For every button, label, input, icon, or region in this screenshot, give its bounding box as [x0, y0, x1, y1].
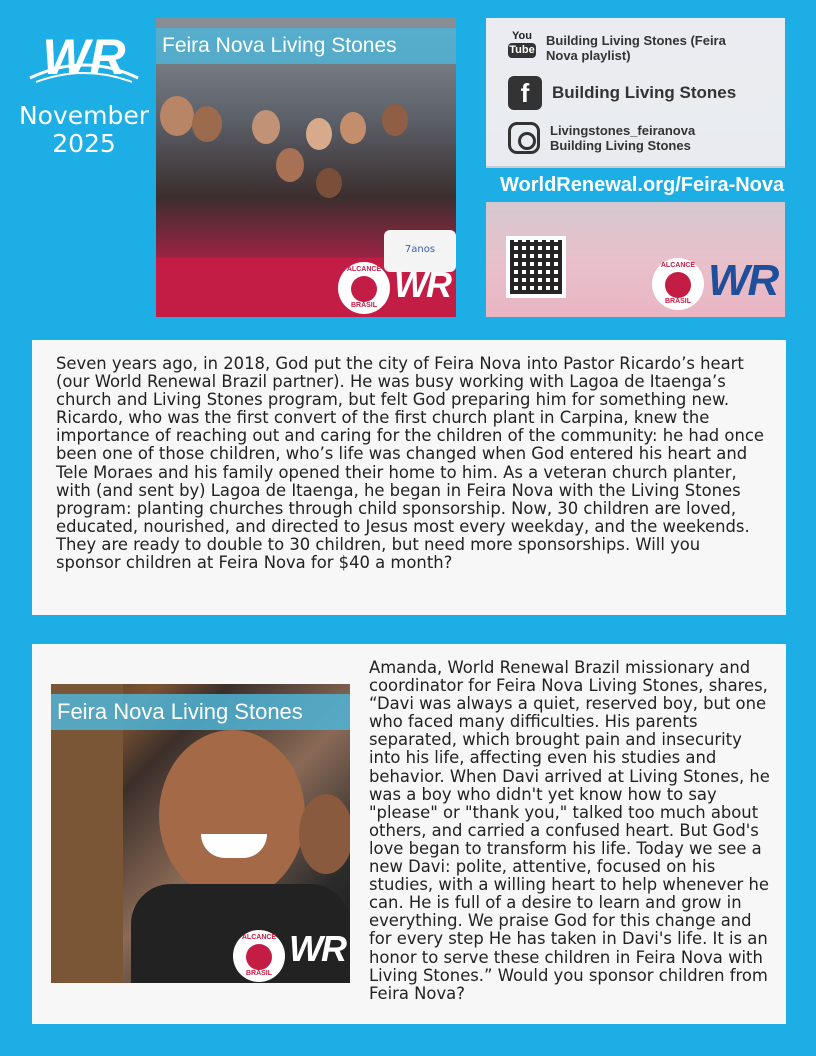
social-links-panel	[486, 18, 785, 166]
facebook-link[interactable]	[508, 76, 736, 110]
alcance-brasil-badge	[338, 262, 390, 314]
alcance-badge-top: ALCANCE	[660, 262, 696, 269]
instagram-link[interactable]	[508, 122, 720, 154]
story-ricardo-text: Seven years ago, in 2018, God put the city of Feira Nova into Pastor Ricardo’s heart (our World Renewal Brazil partner). He was busy working with Lagoa de Itaenga’s church and Living Stones program, but felt God preparing him for something new. Ricardo, who was the first convert of the first church plant in Carpina, knew the importance of reaching out and caring for the children of the community: he had once been one of those children, who’s life was changed when God entered his heart and Tele Moraes and his family opened their home to him. As a veteran church planter, with (and sent by) Lagoa de Itaenga, he began in Feira Nova with the Living Stones program: planting churches through child sponsorship. Now, 30 children are loved, educated, nourished, and directed to Jesus most every weekday, and the weekends. They are ready to double to 30 children, but need more sponsorships. Will you sponsor children at Feira Nova for $40 a month?	[56, 354, 764, 573]
alcance-brasil-badge	[652, 258, 704, 310]
alcance-badge-top: ALCANCE	[241, 934, 277, 941]
second-child	[299, 794, 350, 874]
youtube-icon	[508, 30, 536, 66]
davi-photo	[51, 684, 350, 983]
instagram-text: Livingstones_feiranova Building Living Stones	[550, 123, 696, 153]
alcance-emblem-icon	[351, 276, 377, 302]
newsletter-header	[14, 30, 154, 158]
wr-logo: WR	[708, 256, 778, 305]
photo-caption: Feira Nova Living Stones	[51, 694, 350, 730]
alcance-emblem-icon	[246, 944, 272, 970]
wr-logo: WR	[394, 264, 450, 305]
wr-logo: WR	[289, 928, 345, 969]
alcance-badge-top: ALCANCE	[346, 266, 382, 273]
youtube-icon-top: You	[512, 30, 532, 42]
alcance-badge-bottom: BRASIL	[350, 302, 378, 309]
world-renewal-logo	[26, 30, 142, 92]
story-panel-ricardo	[32, 340, 786, 615]
alcance-badge-bottom: BRASIL	[245, 970, 273, 977]
youtube-icon-bottom: Tube	[509, 44, 535, 56]
youtube-text: Building Living Stones (Feira Nova playlist)	[546, 33, 726, 63]
alcance-brasil-badge	[233, 930, 285, 982]
facebook-text: Building Living Stones	[552, 83, 737, 102]
boy-face	[159, 730, 305, 900]
facebook-icon: f	[508, 76, 542, 110]
group-photo	[156, 18, 456, 317]
story-davi-text: Amanda, World Renewal Brazil missionary and coordinator for Feira Nova Living Stones, shares, “Davi was always a quiet, reserved boy, but one who faced many difficulties. His parents separated, which brought pain and insecurity into his life, affecting even his studies and behavior. When Davi arrived at Living Stones, he was a boy who didn't yet know how to say "please" or "thank you," talked too much about others, and carried a confused heart. But God's love began to transform his life. Today we see a new Davi: polite, attentive, focused on his studies, with a willing heart to help whenever he can. He is full of a desire to learn and grow in everything. We praise God for this change and for every step He has taken in Davi's life. It is an honor to serve these children in Feira Nova with Living Stones.” Would you sponsor children from Feira Nova?	[369, 658, 770, 1003]
cake-label: 7anos	[404, 244, 436, 255]
alcance-emblem-icon	[665, 272, 691, 298]
website-url[interactable]: WorldRenewal.org/Feira-Nova	[486, 168, 785, 202]
logo-text: WR	[42, 30, 126, 85]
social-promo-image	[486, 18, 785, 317]
instagram-icon	[508, 122, 540, 154]
alcance-badge-bottom: BRASIL	[664, 298, 692, 305]
issue-year: 2025	[52, 129, 116, 158]
youtube-link[interactable]	[508, 30, 742, 66]
issue-month: November	[18, 101, 150, 130]
photo-caption: Feira Nova Living Stones	[156, 28, 456, 64]
qr-code-icon[interactable]	[506, 236, 566, 298]
